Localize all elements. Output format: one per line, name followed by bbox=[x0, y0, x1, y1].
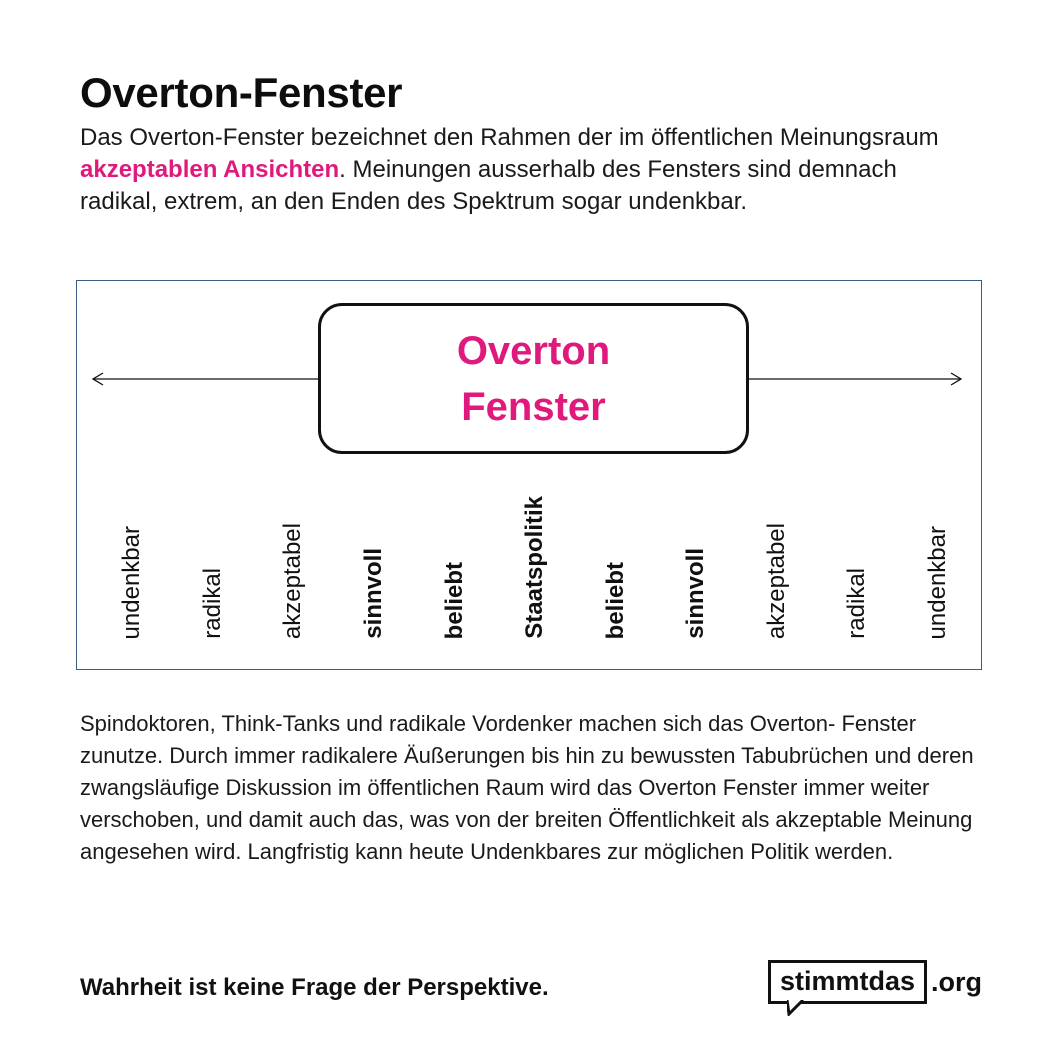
spectrum-label-sinnvoll-left: sinnvoll bbox=[360, 548, 387, 639]
window-title-line1: Overton bbox=[456, 328, 611, 373]
intro-text-start: Das Overton-Fenster bezeichnet den Rahmen der im öffentlichen Meinungsraum bbox=[80, 124, 939, 151]
logo-name: stimmtdas bbox=[780, 966, 916, 996]
intro-paragraph bbox=[80, 122, 980, 218]
spectrum-label-undenkbar-right: undenkbar bbox=[924, 525, 951, 639]
logo-speech-bubble bbox=[768, 960, 927, 1004]
page-title: Overton-Fenster bbox=[80, 69, 403, 116]
tagline: Wahrheit ist keine Frage der Perspektive. bbox=[80, 974, 549, 1001]
logo-domain: .org bbox=[931, 967, 983, 997]
spectrum-label-akzeptabel-right: akzeptabel bbox=[763, 522, 790, 639]
body-paragraph: Spindoktoren, Think-Tanks und radikale Vordenker machen sich das Overton- Fenster zunutze. Durch immer radikalere Äußerungen bis hin zu bewussten Tabubrüchen und deren zwangsläufige Diskussion im öffentlichen Raum wird das Overton Fenster immer weiter verschoben, und damit auch das, was von der breiten Öffentlichkeit als akzeptable Meinung angesehen wird. Langfristig kann heute Undenkbares zur möglichen Politik werden. bbox=[80, 711, 974, 864]
spectrum-label-beliebt-left: beliebt bbox=[441, 561, 468, 639]
spectrum-label-staatspolitik: Staatspolitik bbox=[521, 496, 548, 639]
intro-highlight: akzeptablen Ansichten bbox=[80, 156, 340, 183]
overton-diagram bbox=[76, 280, 982, 670]
overton-window-box bbox=[318, 303, 749, 454]
speech-bubble-tail-icon bbox=[787, 1000, 807, 1016]
window-title-line2: Fenster bbox=[461, 384, 606, 429]
spectrum-label-radikal-right: radikal bbox=[843, 568, 870, 639]
intro-text-end: . Meinungen ausserhalb des Fensters sind demnach radikal, extrem, an den Enden des Spektrum sogar undenkbar. bbox=[80, 156, 897, 215]
spectrum-label-sinnvoll-right: sinnvoll bbox=[682, 548, 709, 639]
stimmtdas-logo bbox=[768, 958, 982, 1006]
spectrum-label-undenkbar-left: undenkbar bbox=[118, 525, 145, 639]
spectrum-label-akzeptabel-left: akzeptabel bbox=[279, 522, 306, 639]
spectrum-label-radikal-left: radikal bbox=[199, 568, 226, 639]
spectrum-label-beliebt-right: beliebt bbox=[602, 561, 629, 639]
